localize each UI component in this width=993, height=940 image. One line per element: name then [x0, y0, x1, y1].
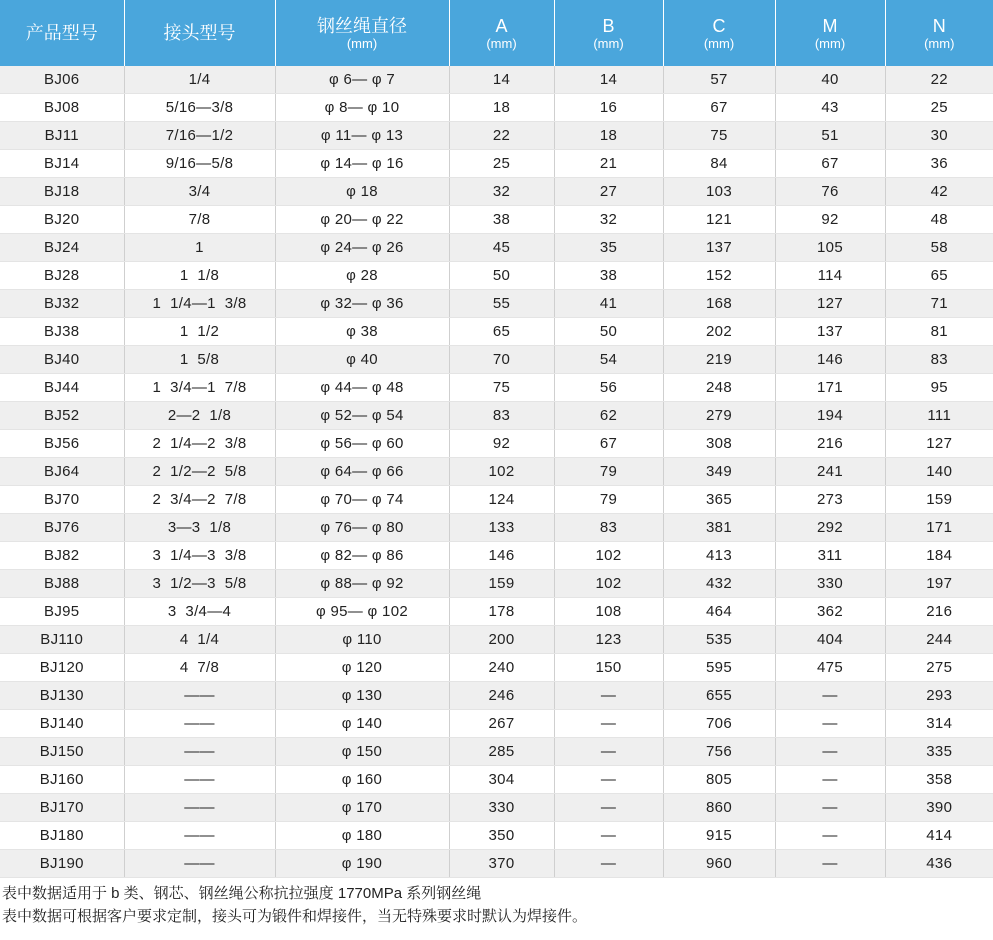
table-cell: BJ28 [0, 262, 124, 290]
table-row [0, 402, 993, 430]
table-cell: BJ88 [0, 570, 124, 598]
table-cell: 1 1/4—1 3/8 [124, 290, 275, 318]
table-cell: 48 [885, 206, 993, 234]
table-cell: 83 [885, 346, 993, 374]
table-cell: 860 [663, 794, 775, 822]
table-cell: BJ38 [0, 318, 124, 346]
table-cell: 404 [775, 626, 885, 654]
table-cell: 121 [663, 206, 775, 234]
column-header-label: 接头型号 [163, 23, 236, 43]
table-cell: BJ82 [0, 542, 124, 570]
table-cell: 365 [663, 486, 775, 514]
table-cell: 22 [885, 66, 993, 94]
table-cell: — [775, 682, 885, 710]
table-cell: φ 130 [275, 682, 449, 710]
table-cell: 83 [449, 402, 554, 430]
table-cell: 25 [885, 94, 993, 122]
table-cell: 595 [663, 654, 775, 682]
table-cell: BJ40 [0, 346, 124, 374]
table-cell: φ 8— φ 10 [275, 94, 449, 122]
table-row [0, 682, 993, 710]
column-header [0, 0, 124, 66]
table-cell: φ 120 [275, 654, 449, 682]
table-cell: 14 [554, 66, 663, 94]
table-cell: —— [124, 682, 275, 710]
table-cell: — [554, 766, 663, 794]
table-cell: 58 [885, 234, 993, 262]
table-row [0, 178, 993, 206]
table-cell: 27 [554, 178, 663, 206]
table-row [0, 150, 993, 178]
table-row [0, 318, 993, 346]
column-header [449, 0, 554, 66]
table-row [0, 710, 993, 738]
table-cell: 2 1/4—2 3/8 [124, 430, 275, 458]
table-row [0, 234, 993, 262]
table-row [0, 626, 993, 654]
table-cell: 4 1/4 [124, 626, 275, 654]
table-cell: 102 [449, 458, 554, 486]
table-cell: 95 [885, 374, 993, 402]
table-cell: —— [124, 738, 275, 766]
table-cell: 706 [663, 710, 775, 738]
table-cell: 915 [663, 822, 775, 850]
table-cell: 71 [885, 290, 993, 318]
table-cell: BJ160 [0, 766, 124, 794]
table-row [0, 794, 993, 822]
table-cell: φ 28 [275, 262, 449, 290]
table-cell: — [775, 850, 885, 878]
table-cell: 146 [775, 346, 885, 374]
table-cell: — [775, 766, 885, 794]
table-cell: 244 [885, 626, 993, 654]
table-cell: 1 1/8 [124, 262, 275, 290]
table-cell: 25 [449, 150, 554, 178]
table-cell: 79 [554, 486, 663, 514]
table-cell: 55 [449, 290, 554, 318]
table-cell: 960 [663, 850, 775, 878]
table-cell: BJ32 [0, 290, 124, 318]
table-cell: 137 [775, 318, 885, 346]
table-cell: φ 44— φ 48 [275, 374, 449, 402]
table-cell: BJ76 [0, 514, 124, 542]
column-header-label: C [712, 15, 726, 36]
table-cell: 330 [775, 570, 885, 598]
table-cell: 18 [449, 94, 554, 122]
table-cell: 124 [449, 486, 554, 514]
table-cell: BJ18 [0, 178, 124, 206]
table-cell: 137 [663, 234, 775, 262]
table-cell: 111 [885, 402, 993, 430]
column-header-label: M [822, 15, 838, 36]
table-row [0, 430, 993, 458]
table-cell: 311 [775, 542, 885, 570]
column-header-unit: (mm) [346, 35, 378, 51]
column-header-label: 产品型号 [25, 23, 98, 43]
table-cell: 200 [449, 626, 554, 654]
table-cell: — [554, 822, 663, 850]
table-cell: φ 160 [275, 766, 449, 794]
column-header-unit: (mm) [486, 35, 517, 51]
table-cell: φ 170 [275, 794, 449, 822]
table-cell: 275 [885, 654, 993, 682]
table-cell: BJ44 [0, 374, 124, 402]
table-cell: BJ14 [0, 150, 124, 178]
table-row [0, 94, 993, 122]
table-cell: 3 3/4—4 [124, 598, 275, 626]
table-cell: 464 [663, 598, 775, 626]
table-cell: 349 [663, 458, 775, 486]
column-header [885, 0, 993, 66]
table-cell: φ 140 [275, 710, 449, 738]
table-cell: —— [124, 850, 275, 878]
table-cell: φ 64— φ 66 [275, 458, 449, 486]
table-cell: 273 [775, 486, 885, 514]
table-cell: φ 76— φ 80 [275, 514, 449, 542]
table-cell: 22 [449, 122, 554, 150]
note-line: 表中数据适用于 b 类、钢芯、钢丝绳公称抗拉强度 1770MPa 系列钢丝绳 [2, 885, 482, 902]
table-cell: 432 [663, 570, 775, 598]
table-cell: 178 [449, 598, 554, 626]
table-cell: 194 [775, 402, 885, 430]
table-cell: 16 [554, 94, 663, 122]
table-cell: φ 20— φ 22 [275, 206, 449, 234]
table-cell: 127 [775, 290, 885, 318]
column-header [275, 0, 449, 66]
table-cell: 197 [885, 570, 993, 598]
table-cell: 79 [554, 458, 663, 486]
table-cell: 152 [663, 262, 775, 290]
column-header-label: N [932, 15, 946, 36]
table-cell: BJ08 [0, 94, 124, 122]
column-header [124, 0, 275, 66]
table-cell: 335 [885, 738, 993, 766]
column-header-label: 钢丝绳直径 [317, 15, 407, 36]
table-cell: 7/16—1/2 [124, 122, 275, 150]
table-cell: φ 180 [275, 822, 449, 850]
table-cell: 413 [663, 542, 775, 570]
table-cell: 140 [885, 458, 993, 486]
table-cell: 76 [775, 178, 885, 206]
table-cell: 50 [554, 318, 663, 346]
table-cell: 4 7/8 [124, 654, 275, 682]
table-cell: — [775, 710, 885, 738]
table-cell: 1 1/2 [124, 318, 275, 346]
table-row [0, 738, 993, 766]
table-cell: 414 [885, 822, 993, 850]
table-cell: BJ11 [0, 122, 124, 150]
table-cell: 83 [554, 514, 663, 542]
table-cell: 279 [663, 402, 775, 430]
table-cell: φ 18 [275, 178, 449, 206]
table-row [0, 66, 993, 94]
table-cell: 267 [449, 710, 554, 738]
table-cell: φ 11— φ 13 [275, 122, 449, 150]
table-cell: BJ56 [0, 430, 124, 458]
table-cell: φ 88— φ 92 [275, 570, 449, 598]
table-cell: 362 [775, 598, 885, 626]
table-cell: 21 [554, 150, 663, 178]
table-cell: 241 [775, 458, 885, 486]
table-cell: 92 [449, 430, 554, 458]
table-cell: 216 [775, 430, 885, 458]
table-cell: 805 [663, 766, 775, 794]
table-cell: BJ190 [0, 850, 124, 878]
table-cell: 56 [554, 374, 663, 402]
column-header-unit: (mm) [924, 35, 955, 51]
table-cell: 159 [885, 486, 993, 514]
table-cell: 171 [885, 514, 993, 542]
table-cell: BJ110 [0, 626, 124, 654]
table-cell: 14 [449, 66, 554, 94]
table-cell: 65 [449, 318, 554, 346]
table-cell: — [554, 738, 663, 766]
column-header-unit: (mm) [814, 35, 846, 51]
table-cell: 171 [775, 374, 885, 402]
table-cell: BJ70 [0, 486, 124, 514]
table-cell: 1 3/4—1 7/8 [124, 374, 275, 402]
table-cell: 390 [885, 794, 993, 822]
table-cell: 75 [449, 374, 554, 402]
table-cell: 65 [885, 262, 993, 290]
table-cell: 127 [885, 430, 993, 458]
table-cell: φ 95— φ 102 [275, 598, 449, 626]
table-cell: 330 [449, 794, 554, 822]
table-cell: 57 [663, 66, 775, 94]
table-cell: 168 [663, 290, 775, 318]
table-row [0, 570, 993, 598]
table-cell: 133 [449, 514, 554, 542]
table-cell: 248 [663, 374, 775, 402]
table-cell: 114 [775, 262, 885, 290]
column-header-unit: (mm) [593, 35, 624, 51]
table-cell: φ 38 [275, 318, 449, 346]
table-cell: —— [124, 766, 275, 794]
table-cell: φ 32— φ 36 [275, 290, 449, 318]
table-body [0, 66, 993, 878]
table-cell: 304 [449, 766, 554, 794]
table-row [0, 514, 993, 542]
table-cell: 67 [554, 430, 663, 458]
table-row [0, 766, 993, 794]
table-cell: φ 82— φ 86 [275, 542, 449, 570]
table-cell: 2—2 1/8 [124, 402, 275, 430]
table-cell: φ 14— φ 16 [275, 150, 449, 178]
table-cell: 655 [663, 682, 775, 710]
table-row [0, 122, 993, 150]
table-header [0, 0, 993, 66]
table-cell: 42 [885, 178, 993, 206]
table-cell: 18 [554, 122, 663, 150]
table-cell: φ 6— φ 7 [275, 66, 449, 94]
table-cell: 1 [124, 234, 275, 262]
table-row [0, 850, 993, 878]
table-row [0, 374, 993, 402]
table-cell: 314 [885, 710, 993, 738]
table-cell: 1/4 [124, 66, 275, 94]
table-cell: 45 [449, 234, 554, 262]
table-cell: φ 110 [275, 626, 449, 654]
table-cell: 32 [554, 206, 663, 234]
column-header [554, 0, 663, 66]
table-cell: 35 [554, 234, 663, 262]
table-cell: 38 [449, 206, 554, 234]
column-header [663, 0, 775, 66]
table-row [0, 290, 993, 318]
table-cell: 102 [554, 542, 663, 570]
table-cell: — [775, 794, 885, 822]
table-cell: 285 [449, 738, 554, 766]
table-cell: φ 40 [275, 346, 449, 374]
table-cell: BJ52 [0, 402, 124, 430]
table-cell: 293 [885, 682, 993, 710]
table-cell: 246 [449, 682, 554, 710]
table-cell: 370 [449, 850, 554, 878]
table-cell: 240 [449, 654, 554, 682]
table-cell: 7/8 [124, 206, 275, 234]
table-cell: 756 [663, 738, 775, 766]
table-cell: φ 24— φ 26 [275, 234, 449, 262]
table-cell: 1 5/8 [124, 346, 275, 374]
table-cell: 51 [775, 122, 885, 150]
table-cell: BJ64 [0, 458, 124, 486]
table-cell: 2 3/4—2 7/8 [124, 486, 275, 514]
table-cell: 350 [449, 822, 554, 850]
table-row [0, 262, 993, 290]
table-cell: — [554, 682, 663, 710]
table-cell: 5/16—3/8 [124, 94, 275, 122]
table-row [0, 346, 993, 374]
table-cell: 159 [449, 570, 554, 598]
table-row [0, 822, 993, 850]
table-cell: 9/16—5/8 [124, 150, 275, 178]
table-cell: 381 [663, 514, 775, 542]
table-cell: 43 [775, 94, 885, 122]
table-cell: BJ170 [0, 794, 124, 822]
table-cell: 30 [885, 122, 993, 150]
table-cell: — [775, 822, 885, 850]
note-line: 表中数据可根据客户要求定制，接头可为锻件和焊接件，当无特殊要求时默认为焊接件。 [2, 908, 588, 925]
table-cell: 54 [554, 346, 663, 374]
table-row [0, 654, 993, 682]
table-cell: 292 [775, 514, 885, 542]
table-cell: 535 [663, 626, 775, 654]
table-cell: —— [124, 710, 275, 738]
table-row [0, 486, 993, 514]
table-cell: — [554, 850, 663, 878]
table-row [0, 542, 993, 570]
table-cell: 105 [775, 234, 885, 262]
column-header-label: B [602, 15, 615, 36]
table-cell: BJ06 [0, 66, 124, 94]
table-cell: 216 [885, 598, 993, 626]
table-cell: 3 1/4—3 3/8 [124, 542, 275, 570]
table-cell: 50 [449, 262, 554, 290]
table-cell: 67 [775, 150, 885, 178]
table-cell: 202 [663, 318, 775, 346]
table-cell: BJ120 [0, 654, 124, 682]
table-cell: 62 [554, 402, 663, 430]
table-cell: BJ140 [0, 710, 124, 738]
column-header-label: A [495, 15, 508, 36]
table-cell: 41 [554, 290, 663, 318]
table-cell: BJ180 [0, 822, 124, 850]
table-cell: 103 [663, 178, 775, 206]
table-row [0, 458, 993, 486]
table-cell: 108 [554, 598, 663, 626]
column-header [775, 0, 885, 66]
table-cell: 2 1/2—2 5/8 [124, 458, 275, 486]
header-row [0, 0, 993, 66]
table-cell: 36 [885, 150, 993, 178]
table-row [0, 598, 993, 626]
table-cell: — [775, 738, 885, 766]
notes [0, 878, 993, 928]
table-cell: 358 [885, 766, 993, 794]
table-cell: φ 70— φ 74 [275, 486, 449, 514]
table-cell: φ 56— φ 60 [275, 430, 449, 458]
table-cell: 146 [449, 542, 554, 570]
table-row [0, 206, 993, 234]
table-cell: 75 [663, 122, 775, 150]
table-cell: —— [124, 822, 275, 850]
table-cell: 219 [663, 346, 775, 374]
table-cell: 3—3 1/8 [124, 514, 275, 542]
table-cell: 184 [885, 542, 993, 570]
table-cell: 38 [554, 262, 663, 290]
table-cell: 308 [663, 430, 775, 458]
table-cell: 3/4 [124, 178, 275, 206]
table-cell: —— [124, 794, 275, 822]
table-cell: 84 [663, 150, 775, 178]
table-cell: φ 52— φ 54 [275, 402, 449, 430]
table-cell: φ 150 [275, 738, 449, 766]
table-cell: BJ95 [0, 598, 124, 626]
table-cell: 81 [885, 318, 993, 346]
table-cell: BJ20 [0, 206, 124, 234]
table-cell: 150 [554, 654, 663, 682]
table-cell: 92 [775, 206, 885, 234]
table-cell: — [554, 794, 663, 822]
table-cell: 70 [449, 346, 554, 374]
column-header-unit: (mm) [703, 35, 735, 51]
table-cell: — [554, 710, 663, 738]
table-cell: BJ24 [0, 234, 124, 262]
table-cell: 102 [554, 570, 663, 598]
table-cell: 67 [663, 94, 775, 122]
table-cell: 40 [775, 66, 885, 94]
table-cell: 475 [775, 654, 885, 682]
table-cell: 3 1/2—3 5/8 [124, 570, 275, 598]
table-cell: 436 [885, 850, 993, 878]
table-cell: 123 [554, 626, 663, 654]
table-cell: BJ150 [0, 738, 124, 766]
table-cell: BJ130 [0, 682, 124, 710]
table-cell: φ 190 [275, 850, 449, 878]
table-cell: 32 [449, 178, 554, 206]
